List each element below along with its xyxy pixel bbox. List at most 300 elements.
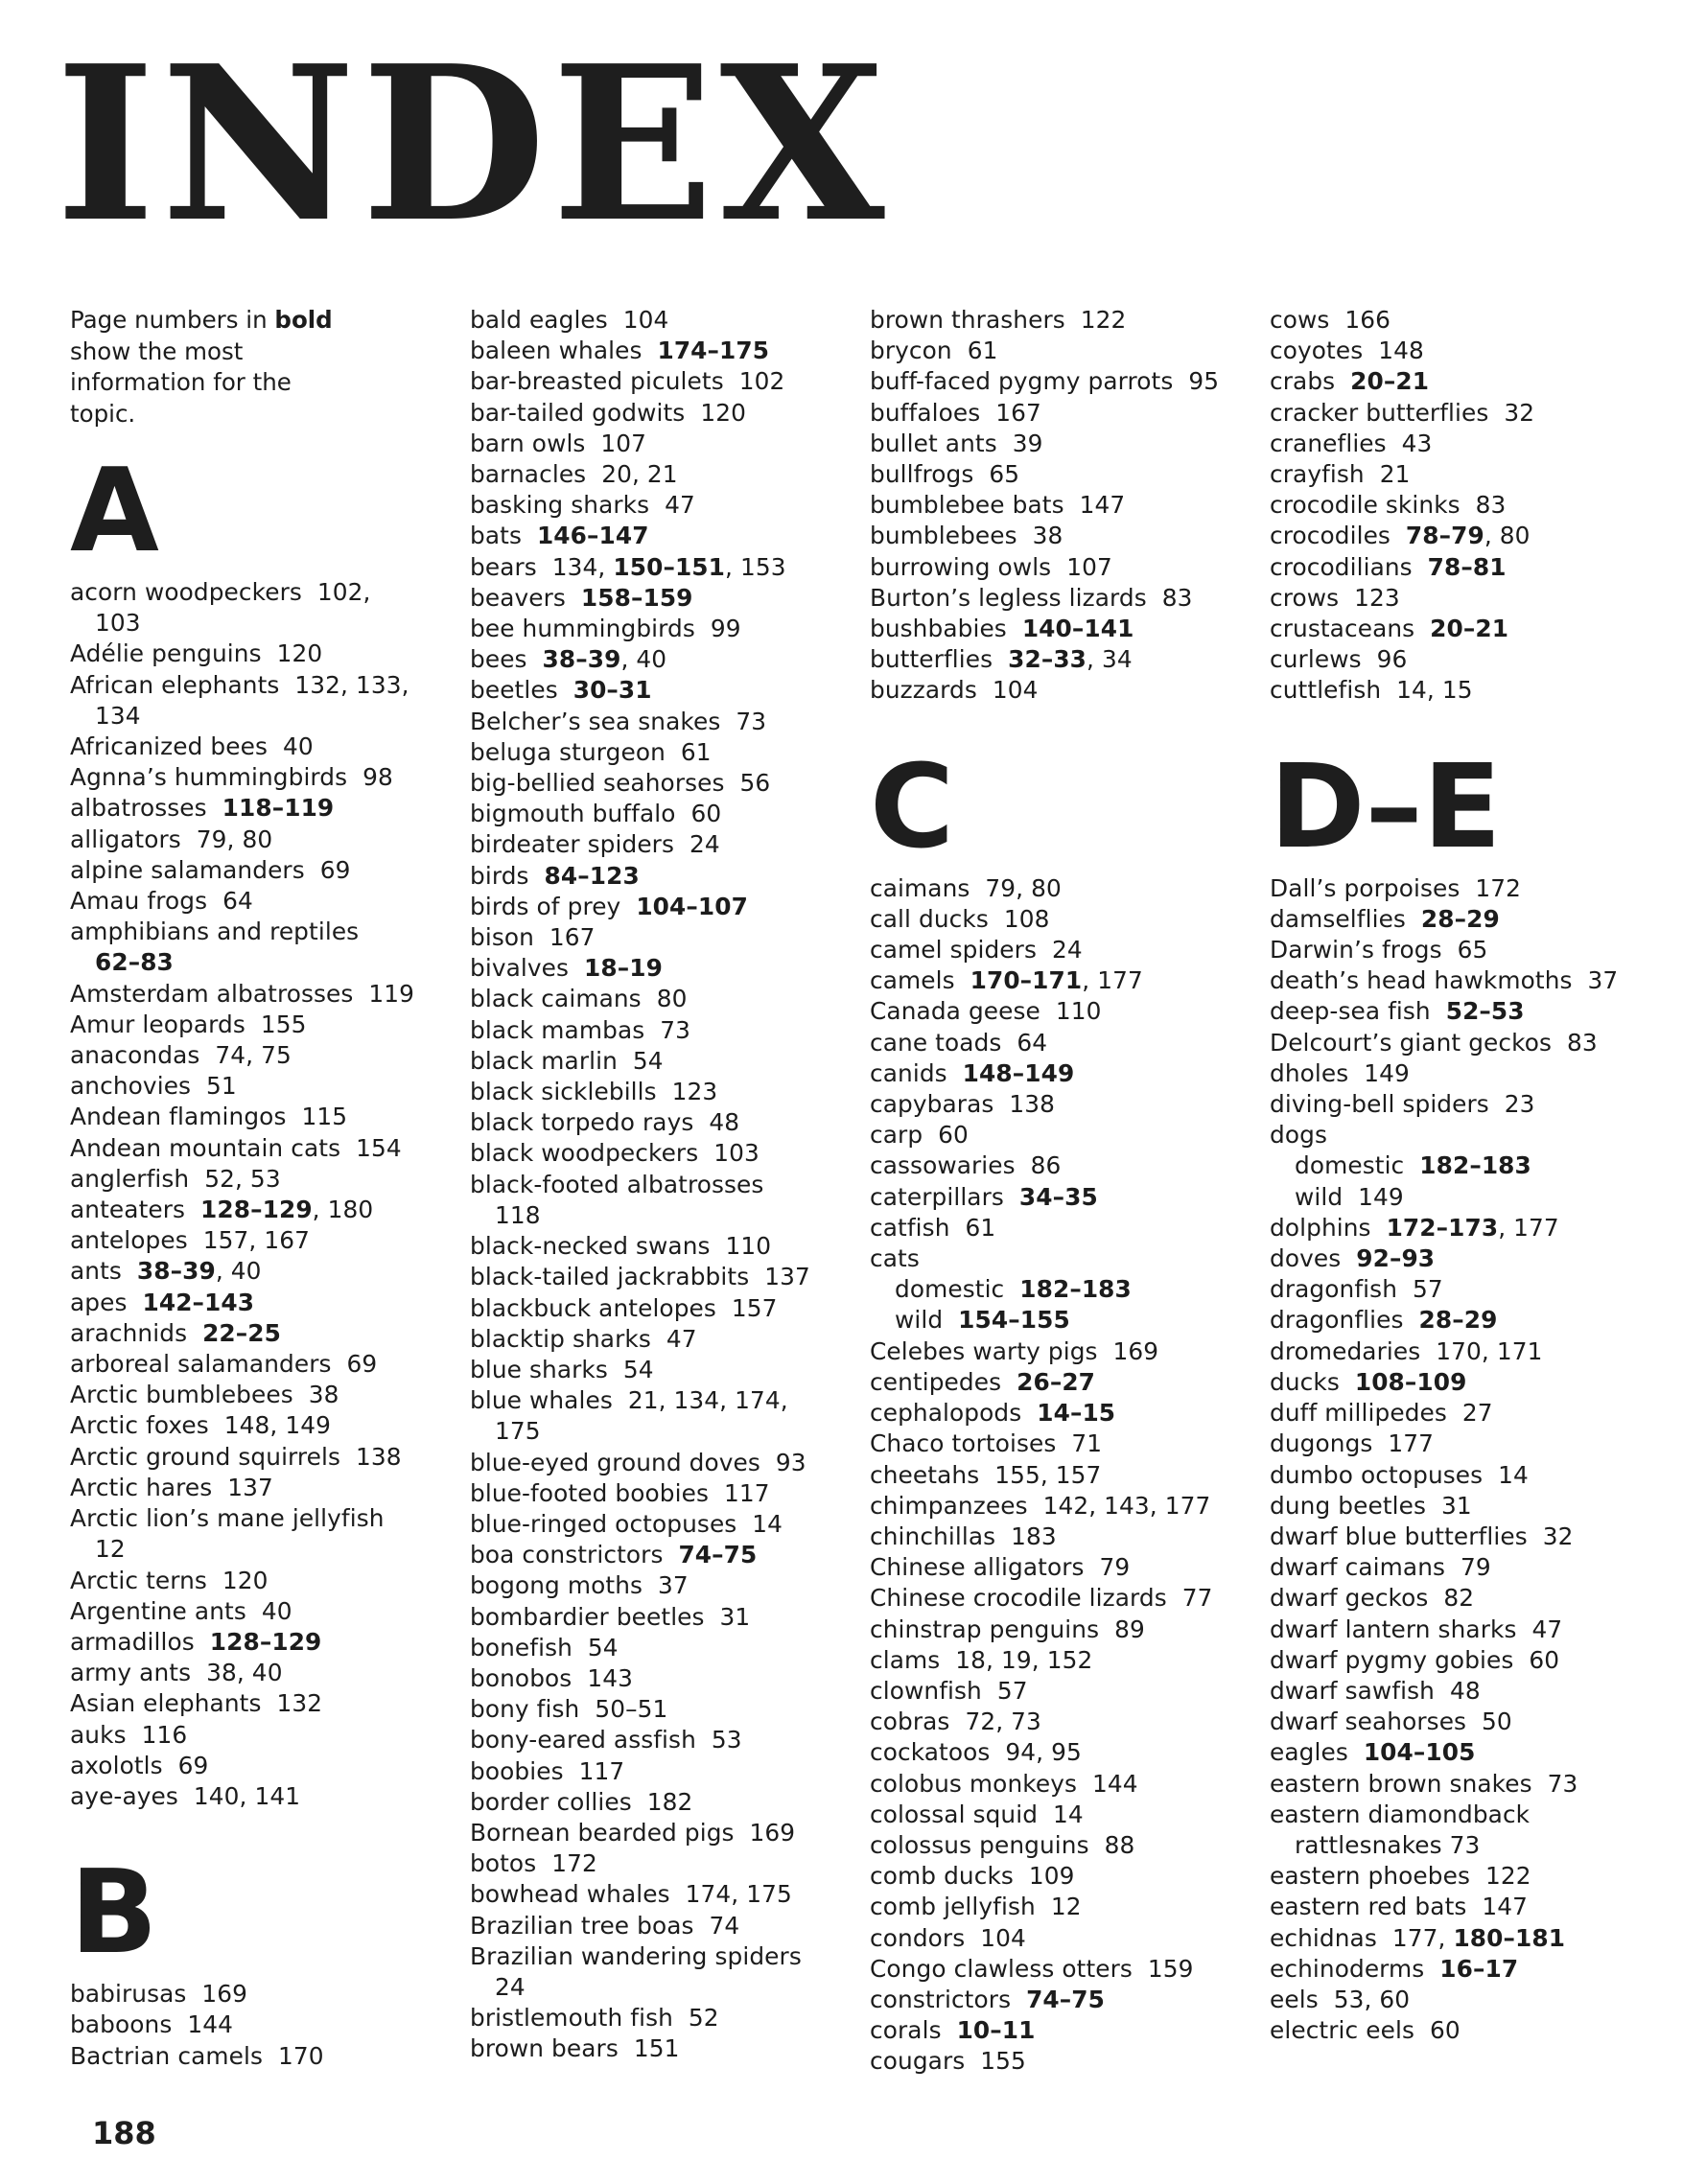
index-entry — [870, 1182, 1253, 1213]
index-entry — [870, 552, 1253, 583]
entry-continuation: 24 — [495, 1972, 526, 2001]
index-entry — [470, 2033, 853, 2064]
entry-term: coyotes — [1270, 337, 1364, 365]
page-ref-bold: 28–29 — [1420, 904, 1500, 933]
index-entry — [470, 1448, 853, 1478]
entry-term: babirusas — [70, 1980, 187, 2009]
entry-term: army ants — [70, 1659, 192, 1687]
entry-term: blue-ringed octopuses — [470, 1509, 737, 1538]
entry-term: chinchillas — [870, 1522, 996, 1550]
index-entry — [70, 639, 454, 669]
entry-term: Chinese crocodile lizards — [870, 1584, 1167, 1613]
index-entry — [870, 1985, 1253, 2015]
page-ref: 132 — [276, 1689, 323, 1718]
index-entry — [1270, 644, 1653, 675]
entry-term: bullfrogs — [870, 460, 974, 489]
page-ref: 53 — [711, 1726, 742, 1754]
index-entry — [470, 675, 853, 706]
page-ref: 122 — [1080, 306, 1127, 334]
index-entry — [470, 1385, 853, 1447]
page-ref: 18, 19, 152 — [955, 1645, 1093, 1674]
index-entry — [70, 917, 454, 978]
entry-term: capybaras — [870, 1090, 994, 1119]
entry-term: black-footed albatrosses — [470, 1170, 764, 1198]
entry-term: bombardier beetles — [470, 1602, 705, 1631]
index-entry — [1270, 675, 1653, 706]
entry-term: caterpillars — [870, 1182, 1004, 1211]
index-entry — [70, 1566, 454, 1596]
entry-term: Argentine ants — [70, 1596, 246, 1625]
entry-term: dwarf geckos — [1270, 1584, 1429, 1613]
index-subentry — [870, 1274, 1253, 1305]
index-entry — [70, 1781, 454, 1812]
page-ref: 89 — [1114, 1615, 1145, 1643]
index-entry — [870, 935, 1253, 965]
index-entry — [470, 614, 853, 644]
entry-term: birds — [470, 861, 529, 890]
entry-term: barn owls — [470, 429, 586, 457]
index-entry — [1270, 1336, 1653, 1367]
entry-term: dwarf blue butterflies — [1270, 1522, 1528, 1550]
entry-term: butterflies — [870, 645, 993, 674]
index-entry — [870, 965, 1253, 996]
page-ref: 120 — [276, 639, 323, 668]
page-ref: 103 — [713, 1139, 760, 1168]
page-ref: 140, 141 — [193, 1781, 301, 1810]
entry-term: baboons — [70, 2010, 173, 2039]
index-entry — [70, 1288, 454, 1318]
index-entry — [470, 1231, 853, 1262]
entry-term: bowhead whales — [470, 1880, 670, 1909]
page-ref: 21 — [1379, 460, 1411, 489]
index-entry — [1270, 1800, 1653, 1861]
index-entry — [70, 1195, 454, 1225]
entry-term: Bornean bearded pigs — [470, 1818, 735, 1847]
page-ref: 54 — [587, 1633, 619, 1661]
index-entry — [1270, 1645, 1653, 1676]
page-ref: 83 — [1161, 583, 1193, 612]
entry-term: bigmouth buffalo — [470, 800, 676, 828]
page-ref: 123 — [1354, 583, 1400, 612]
index-entry — [470, 1570, 853, 1601]
page-ref: 47 — [665, 491, 695, 520]
entry-term: canids — [870, 1058, 947, 1087]
index-entry — [70, 1349, 454, 1380]
entry-term: death’s head hawkmoths — [1270, 966, 1573, 995]
entry-term: Agnna’s hummingbirds — [70, 763, 348, 792]
entry-term: buffaloes — [870, 398, 981, 427]
page-ref: 51 — [206, 1072, 237, 1101]
index-entry — [870, 1089, 1253, 1120]
entry-term: camels — [870, 966, 955, 995]
page-ref: 138 — [356, 1442, 402, 1471]
entry-term: corals — [870, 2016, 942, 2045]
index-entry — [470, 1015, 853, 1046]
index-entry — [70, 1627, 454, 1658]
index-entry — [870, 1336, 1253, 1367]
page-ref: 24 — [689, 830, 720, 859]
index-entry — [70, 1688, 454, 1719]
page-ref: 104 — [992, 676, 1039, 705]
entry-term: Chinese alligators — [870, 1553, 1085, 1582]
entry-term: alpine salamanders — [70, 855, 305, 884]
page-ref: 39 — [1012, 429, 1043, 457]
index-entry — [70, 825, 454, 855]
page-ref: 40 — [261, 1596, 292, 1625]
entry-term: anglerfish — [70, 1164, 190, 1193]
page-ref: 96 — [1376, 645, 1408, 674]
index-entry — [870, 521, 1253, 551]
entry-term: armadillos — [70, 1627, 195, 1656]
entry-term: dumbo octopuses — [1270, 1460, 1484, 1489]
page-ref-bold: 52–53 — [1445, 997, 1525, 1026]
page-ref-bold: 128–129 — [200, 1196, 313, 1224]
entry-term: big-bellied seahorses — [470, 769, 725, 798]
index-entry — [870, 398, 1253, 429]
index-entry — [870, 1645, 1253, 1676]
entry-term: Arctic lion’s mane jellyfish — [70, 1504, 385, 1533]
entry-term: black marlin — [470, 1046, 618, 1075]
page-ref: 12 — [1050, 1893, 1082, 1921]
entry-term: dragonflies — [1270, 1306, 1404, 1335]
entry-term: basking sharks — [470, 491, 650, 520]
index-entry — [70, 1410, 454, 1441]
page-ref: 73 — [736, 707, 767, 735]
index-entry — [870, 1552, 1253, 1583]
entry-term: crustaceans — [1270, 615, 1415, 643]
page-ref: 148 — [1378, 337, 1424, 365]
page-ref: 167 — [995, 398, 1041, 427]
index-entry — [70, 855, 454, 886]
entry-term: antelopes — [70, 1226, 188, 1255]
index-entry — [1270, 965, 1653, 996]
entry-term: Andean mountain cats — [70, 1133, 341, 1162]
index-entry — [470, 1355, 853, 1385]
entry-term: Bactrian camels — [70, 2041, 263, 2070]
page-ref: 104 — [980, 1923, 1026, 1952]
index-entry — [870, 459, 1253, 490]
page-ref: , 40 — [620, 645, 667, 674]
entry-term: eastern red bats — [1270, 1893, 1467, 1921]
page-ref: 159 — [1147, 1954, 1194, 1983]
entry-term: eastern brown snakes — [1270, 1769, 1532, 1798]
page-ref: 142, 143, 177 — [1042, 1491, 1211, 1520]
index-entry — [1270, 398, 1653, 429]
page-ref-bold: 74–75 — [1026, 1985, 1105, 2013]
index-entry — [470, 305, 853, 336]
index-entry — [70, 1164, 454, 1195]
index-entry — [870, 1923, 1253, 1954]
index-entry — [870, 1830, 1253, 1861]
page-ref: , 153 — [725, 552, 786, 581]
index-entry — [470, 1324, 853, 1355]
page-ref: 79, 80 — [985, 873, 1062, 902]
page-ref: 123 — [671, 1078, 718, 1106]
entry-term: Arctic ground squirrels — [70, 1442, 341, 1471]
index-entry — [870, 366, 1253, 397]
page-ref-bold: 34–35 — [1018, 1182, 1098, 1211]
page-title: INDEX — [56, 20, 891, 269]
page-ref: 61 — [965, 1213, 996, 1242]
page-ref: , 180 — [312, 1196, 374, 1224]
entry-term: anchovies — [70, 1072, 192, 1101]
page-ref: 155, 157 — [994, 1460, 1102, 1489]
entry-term: ants — [70, 1257, 122, 1286]
index-entry — [870, 1737, 1253, 1768]
entry-continuation: 134 — [95, 701, 141, 730]
page-ref: 172 — [1475, 873, 1521, 902]
entry-term: bar-tailed godwits — [470, 398, 686, 427]
page-ref: , 34 — [1087, 645, 1133, 674]
index-entry — [870, 1028, 1253, 1058]
entry-term: ducks — [1270, 1367, 1340, 1396]
page-ref: 116 — [141, 1720, 188, 1749]
entry-term: dung beetles — [1270, 1491, 1427, 1520]
index-entry — [470, 521, 853, 551]
index-entry — [70, 577, 454, 639]
index-entry — [470, 953, 853, 984]
page-ref: 47 — [666, 1324, 697, 1353]
entry-term: Dall’s porpoises — [1270, 873, 1461, 902]
index-entry — [70, 793, 454, 824]
page-ref: 71 — [1071, 1429, 1103, 1458]
page-ref: 144 — [1091, 1769, 1138, 1798]
page-ref-bold: 78–81 — [1427, 552, 1507, 581]
page-ref: 170 — [277, 2041, 324, 2070]
index-entry — [470, 1293, 853, 1324]
page-ref: 122 — [1484, 1862, 1531, 1891]
index-entry — [470, 799, 853, 829]
index-entry — [1270, 996, 1653, 1027]
page-ref-bold: 84–123 — [544, 861, 640, 890]
index-entry — [70, 1010, 454, 1040]
index-entry — [1270, 552, 1653, 583]
index-entry — [870, 614, 1253, 644]
index-entry — [70, 2041, 454, 2072]
page-ref: 88 — [1104, 1830, 1135, 1859]
entry-term: domestic — [895, 1275, 1005, 1304]
index-entry — [470, 429, 853, 459]
entry-term: alligators — [70, 825, 181, 853]
index-entry — [1270, 1367, 1653, 1398]
entry-term: aye-ayes — [70, 1781, 178, 1810]
entry-term: curlews — [1270, 645, 1362, 674]
page-ref: 102, — [316, 578, 371, 606]
entry-term: barnacles — [470, 460, 587, 489]
intro-prefix: Page numbers in — [70, 306, 275, 334]
index-entry — [1270, 1213, 1653, 1243]
page-ref: 38, 40 — [206, 1659, 283, 1687]
entry-term: wild — [1295, 1182, 1344, 1211]
index-entry — [70, 762, 454, 793]
entry-term: arboreal salamanders — [70, 1350, 332, 1379]
index-entry — [1270, 1676, 1653, 1707]
page-ref-bold: 16–17 — [1439, 1954, 1519, 1983]
page-ref: 132, 133, — [294, 670, 409, 699]
entry-term: boobies — [470, 1756, 564, 1785]
entry-term: black woodpeckers — [470, 1139, 699, 1168]
page-ref: 83 — [1475, 491, 1507, 520]
entry-term: anteaters — [70, 1196, 186, 1224]
entry-term: cobras — [870, 1708, 950, 1736]
page-ref: 170, 171 — [1436, 1336, 1543, 1365]
page-ref: 73 — [660, 1015, 690, 1044]
page-ref-bold: 118–119 — [222, 794, 335, 823]
page-ref: 52 — [688, 2004, 719, 2033]
page-ref: 108 — [1003, 904, 1050, 933]
page-ref: 20, 21 — [601, 460, 678, 489]
page-ref-bold: 38–39 — [136, 1257, 216, 1286]
entry-term: blue sharks — [470, 1355, 608, 1383]
page-ref: 117 — [578, 1756, 625, 1785]
index-column-2 — [470, 305, 853, 2065]
entry-term: black mambas — [470, 1015, 645, 1044]
entry-term: Arctic foxes — [70, 1411, 209, 1440]
page-ref: 149 — [1358, 1182, 1404, 1211]
page-ref: 21, 134, 174, — [627, 1386, 788, 1415]
page-ref: , 40 — [215, 1257, 262, 1286]
index-column-4 — [1270, 305, 1653, 2046]
index-entry — [870, 2046, 1253, 2077]
page-ref: 54 — [632, 1046, 664, 1075]
index-entry — [1270, 490, 1653, 521]
entry-term: bats — [470, 522, 522, 550]
index-entry — [470, 1540, 853, 1570]
entry-term: bears — [470, 552, 537, 581]
entry-term: condors — [870, 1923, 966, 1952]
page-ref: 117 — [723, 1478, 770, 1507]
entry-term: auks — [70, 1720, 127, 1749]
entry-term: burrowing owls — [870, 552, 1052, 581]
page-ref: 32 — [1504, 398, 1535, 427]
page-ref-bold: 38–39 — [542, 645, 621, 674]
index-entry — [870, 1676, 1253, 1707]
page-ref: 166 — [1344, 306, 1391, 334]
entry-term: caimans — [870, 873, 970, 902]
entry-term: Darwin’s frogs — [1270, 936, 1442, 964]
index-entry — [870, 1861, 1253, 1892]
page-ref: 93 — [775, 1448, 806, 1476]
entry-term: black caimans — [470, 985, 642, 1013]
entry-term: axolotls — [70, 1751, 163, 1779]
page-ref: 169 — [1112, 1336, 1159, 1365]
page-ref: 64 — [1017, 1028, 1048, 1057]
entry-term: border collies — [470, 1787, 632, 1816]
page-ref: 102 — [738, 367, 785, 396]
page-ref: 14 — [1498, 1460, 1529, 1489]
page-ref: 137 — [227, 1473, 273, 1501]
intro-suffix: show the most information for the topic. — [70, 337, 292, 428]
index-entry — [470, 1478, 853, 1509]
page-ref-bold: 128–129 — [209, 1627, 322, 1656]
index-subentry — [870, 1305, 1253, 1336]
index-entry — [470, 398, 853, 429]
page-ref: 151 — [633, 2034, 680, 2063]
entry-term: brycon — [870, 337, 952, 365]
entry-term: Belcher’s sea snakes — [470, 707, 721, 735]
index-entry — [70, 886, 454, 917]
page-ref: 115 — [301, 1103, 348, 1131]
page-ref-bold: 158–159 — [580, 583, 693, 612]
entry-term: arachnids — [70, 1318, 188, 1347]
page-ref: 104 — [622, 306, 669, 334]
index-entry — [470, 829, 853, 860]
index-entry — [470, 1077, 853, 1107]
page-ref: 155 — [980, 2047, 1026, 2076]
page-ref: 177 — [1388, 1429, 1435, 1458]
index-entry — [1270, 1491, 1653, 1522]
page-ref-bold: 30–31 — [573, 676, 652, 705]
index-entry — [870, 996, 1253, 1027]
index-entry — [470, 1818, 853, 1848]
entry-term: bogong moths — [470, 1571, 643, 1600]
page-ref: 31 — [719, 1602, 751, 1631]
page-ref: 94, 95 — [1005, 1738, 1082, 1767]
page-ref-bold: 28–29 — [1418, 1306, 1498, 1335]
index-entry — [1270, 366, 1653, 397]
entry-term: cougars — [870, 2047, 966, 2076]
index-entry — [1270, 1243, 1653, 1274]
entry-term: Delcourt’s giant geckos — [1270, 1028, 1553, 1057]
entry-term: echidnas — [1270, 1923, 1377, 1952]
index-entry — [470, 892, 853, 922]
index-entry — [470, 1602, 853, 1633]
index-entry — [470, 490, 853, 521]
page-ref: 61 — [967, 337, 998, 365]
index-entry — [470, 1138, 853, 1169]
page-ref: 120 — [700, 398, 746, 427]
entry-term: Amur leopards — [70, 1010, 245, 1038]
entry-term: cockatoos — [870, 1738, 991, 1767]
page-ref: 37 — [658, 1571, 689, 1600]
index-entry — [870, 1800, 1253, 1830]
page-ref: 72, 73 — [965, 1708, 1041, 1736]
entry-term: acorn woodpeckers — [70, 578, 302, 606]
entry-term: comb ducks — [870, 1862, 1014, 1891]
index-entry — [70, 732, 454, 762]
index-subentry — [1270, 1182, 1653, 1213]
entry-term: chimpanzees — [870, 1491, 1028, 1520]
page-ref: 60 — [1429, 2016, 1461, 2045]
entry-term: wild — [895, 1306, 944, 1335]
page-ref: 48 — [1449, 1676, 1481, 1705]
index-entry — [70, 670, 454, 732]
index-entry — [1270, 1707, 1653, 1737]
index-entry — [1270, 1737, 1653, 1768]
page-ref: 50 — [1482, 1708, 1512, 1736]
entry-term: camel spiders — [870, 936, 1037, 964]
page-ref: 177, — [1391, 1923, 1454, 1952]
index-entry — [1270, 1522, 1653, 1552]
page-ref-bold: 92–93 — [1356, 1244, 1436, 1273]
page-ref-bold: 182–183 — [1019, 1275, 1132, 1304]
entry-term: constrictors — [870, 1985, 1012, 2013]
entry-term: apes — [70, 1288, 128, 1316]
page-ref-bold: 10–11 — [956, 2016, 1036, 2045]
entry-term: crocodile skinks — [1270, 491, 1461, 520]
entry-term: craneflies — [1270, 429, 1387, 457]
page-ref-bold: 108–109 — [1354, 1367, 1467, 1396]
entry-term: eels — [1270, 1985, 1319, 2013]
intro-bold-word: bold — [274, 306, 333, 334]
index-entry — [470, 644, 853, 675]
entry-term: dragonfish — [1270, 1275, 1398, 1304]
page-ref: 157 — [731, 1293, 778, 1322]
page-ref-bold: 18–19 — [584, 954, 663, 983]
page-ref: 38 — [1032, 522, 1063, 550]
entry-term: African elephants — [70, 670, 280, 699]
entry-term: centipedes — [870, 1367, 1002, 1396]
